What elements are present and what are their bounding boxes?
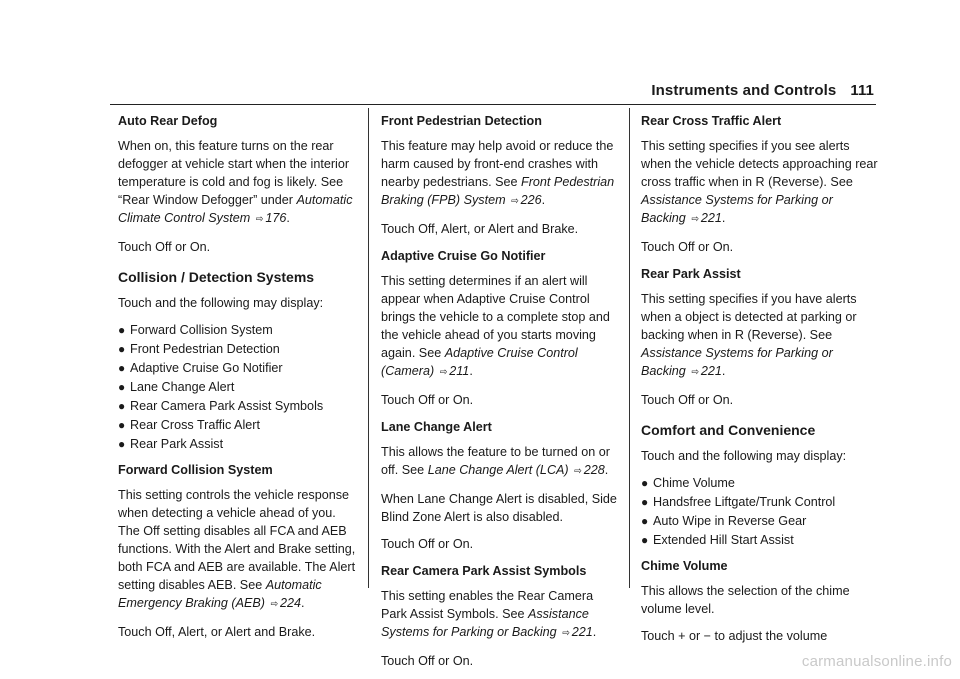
subheading-auto-rear-defog: Auto Rear Defog	[118, 114, 218, 128]
list-item: ● Handsfree Liftgate/Trunk Control	[641, 495, 836, 509]
bullet-dot-icon: ●	[641, 476, 649, 490]
page-ref-number[interactable]: 211	[449, 364, 470, 378]
bullet-dot-icon: ●	[118, 380, 126, 394]
column-divider-1	[368, 108, 369, 588]
page-ref-arrow-icon: ⇨	[691, 367, 699, 378]
page-ref-arrow-icon: ⇨	[574, 466, 582, 477]
watermark: carmanualsonline.info	[801, 653, 952, 670]
list-item: ● Rear Park Assist	[118, 437, 224, 451]
bullet-dot-icon: ●	[118, 323, 126, 337]
page-ref-number[interactable]: 226	[520, 193, 542, 207]
section-title: Instruments and Controls	[651, 82, 837, 99]
paragraph-forward-collision: This setting controls the vehicle response when detecting a vehicle ahead of you. The Off setting disables all FCA and AEB functions. With the Alert and Brake setting, both FCA and AEB are available. The Alert setting disables AEB. See Automatic Emergency Braking (AEB) ⇨ 224.	[118, 488, 356, 610]
subheading-lane-change: Lane Change Alert	[381, 420, 492, 434]
cross-reference-link[interactable]: Lane Change Alert (LCA)	[427, 463, 569, 477]
cross-reference-link[interactable]: Front Pedestrian Braking (FPB) System	[381, 175, 615, 207]
subheading-front-pedestrian: Front Pedestrian Detection	[381, 114, 542, 128]
intro-collision: Touch and the following may display:	[118, 296, 324, 310]
cross-reference-link[interactable]: Assistance Systems for Parking or Backing	[641, 346, 833, 378]
page-ref-arrow-icon: ⇨	[439, 367, 448, 378]
subheading-chime-volume: Chime Volume	[641, 559, 728, 573]
list-item: ● Extended Hill Start Assist	[641, 533, 794, 547]
list-item: ● Chime Volume	[641, 476, 735, 490]
page-ref-number[interactable]: 224	[280, 596, 302, 610]
column-2	[381, 112, 619, 679]
paragraph-auto-rear-defog: When on, this feature turns on the rear defogger at vehicle start when the interior temperature is cold and fog is likely. See “Rear Window Defogger” under Automatic Climate Control System ⇨ 176.	[118, 139, 353, 225]
page-ref-arrow-icon: ⇨	[255, 214, 264, 225]
intro-comfort: Touch and the following may display:	[641, 449, 847, 463]
note-lane-change: When Lane Change Alert is disabled, Side Blind Zone Alert is also disabled.	[381, 492, 617, 524]
section-title-comfort: Comfort and Convenience	[641, 422, 816, 438]
list-item: ● Forward Collision System	[118, 323, 273, 337]
subheading-rear-camera: Rear Camera Park Assist Symbols	[381, 564, 587, 578]
cross-reference-link[interactable]: Automatic Emergency Braking (AEB)	[118, 578, 322, 610]
list-item: ● Lane Change Alert	[118, 380, 235, 394]
page-ref-arrow-icon: ⇨	[691, 214, 699, 225]
list-item: ● Rear Camera Park Assist Symbols	[118, 399, 324, 413]
page-number: 111	[850, 82, 874, 99]
list-item: ● Front Pedestrian Detection	[118, 342, 280, 356]
header-rule	[110, 104, 876, 105]
bullet-dot-icon: ●	[641, 514, 649, 528]
paragraph-rear-camera: This setting enables the Rear Camera Park Assist Symbols. See Assistance Systems for Parking or Backing ⇨ 221.	[381, 589, 597, 639]
instruction-rear-cross-traffic: Touch Off or On.	[641, 240, 734, 254]
bullet-dot-icon: ●	[641, 495, 649, 509]
cross-reference-link[interactable]: Automatic Climate Control System	[118, 193, 353, 225]
list-item: ● Auto Wipe in Reverse Gear	[641, 514, 807, 528]
bullet-dot-icon: ●	[118, 342, 126, 356]
collision-list	[118, 321, 356, 453]
instruction-front-pedestrian: Touch Off, Alert, or Alert and Brake.	[381, 222, 579, 236]
list-item: ● Rear Cross Traffic Alert	[118, 418, 260, 432]
bullet-dot-icon: ●	[118, 418, 126, 432]
paragraph-chime-volume: This allows the selection of the chime volume level.	[641, 584, 850, 616]
subheading-rear-park-assist: Rear Park Assist	[641, 267, 741, 281]
list-item: ● Adaptive Cruise Go Notifier	[118, 361, 283, 375]
page-ref-number[interactable]: 176	[265, 211, 287, 225]
page-ref-arrow-icon: ⇨	[511, 196, 519, 207]
cross-reference-link[interactable]: Assistance Systems for Parking or Backing	[381, 607, 589, 639]
paragraph-front-pedestrian: This feature may help avoid or reduce the harm caused by front-end crashes with nearby pedestrians. See Front Pedestrian Braking (FPB) System ⇨ 226.	[381, 139, 615, 207]
paragraph-adaptive-cruise: This setting determines if an alert will appear when Adaptive Cruise Control brings the vehicle to a complete stop and the vehicle ahead of you starts moving again. See Adaptive Cruise Control (Camera) ⇨ 211.	[381, 274, 610, 378]
paragraph-rear-cross-traffic: This setting specifies if you see alerts when the vehicle detects approaching rear cross traffic when in R (Reverse). See Assistance Systems for Parking or Backing ⇨ 221.	[641, 139, 878, 225]
page-ref-number[interactable]: 221	[700, 364, 722, 378]
column-3	[641, 112, 879, 654]
instruction-rear-camera: Touch Off or On.	[381, 654, 474, 668]
page-header	[651, 82, 874, 99]
page-ref-number[interactable]: 228	[583, 463, 605, 477]
column-1	[118, 112, 356, 650]
comfort-list	[641, 474, 879, 549]
instruction-lane-change: Touch Off or On.	[381, 537, 474, 551]
bullet-dot-icon: ●	[641, 533, 649, 547]
cross-reference-link[interactable]: Adaptive Cruise Control (Camera)	[381, 346, 578, 378]
bullet-dot-icon: ●	[118, 437, 126, 451]
paragraph-lane-change: This allows the feature to be turned on or off. See Lane Change Alert (LCA) ⇨ 228.	[381, 445, 610, 477]
subheading-adaptive-cruise: Adaptive Cruise Go Notifier	[381, 249, 546, 263]
page-ref-number[interactable]: 221	[700, 211, 722, 225]
bullet-dot-icon: ●	[118, 399, 126, 413]
paragraph-rear-park-assist: This setting specifies if you have alerts when a object is detected at parking or backing when in R (Reverse). See Assistance Systems for Parking or Backing ⇨ 221.	[641, 292, 857, 378]
instruction-forward-collision: Touch Off, Alert, or Alert and Brake.	[118, 625, 316, 639]
cross-reference-link[interactable]: Assistance Systems for Parking or Backing	[641, 193, 833, 225]
instruction-rear-park-assist: Touch Off or On.	[641, 393, 734, 407]
subheading-rear-cross-traffic: Rear Cross Traffic Alert	[641, 114, 782, 128]
page-ref-arrow-icon: ⇨	[562, 628, 570, 639]
instruction-auto-rear-defog: Touch Off or On.	[118, 240, 211, 254]
subheading-forward-collision: Forward Collision System	[118, 463, 273, 477]
instruction-chime-volume: Touch + or − to adjust the volume	[641, 629, 828, 643]
bullet-dot-icon: ●	[118, 361, 126, 375]
instruction-adaptive-cruise: Touch Off or On.	[381, 393, 474, 407]
section-title-collision: Collision / Detection Systems	[118, 269, 315, 285]
column-divider-2	[629, 108, 630, 588]
page-ref-number[interactable]: 221	[571, 625, 593, 639]
page-ref-arrow-icon: ⇨	[270, 599, 279, 610]
